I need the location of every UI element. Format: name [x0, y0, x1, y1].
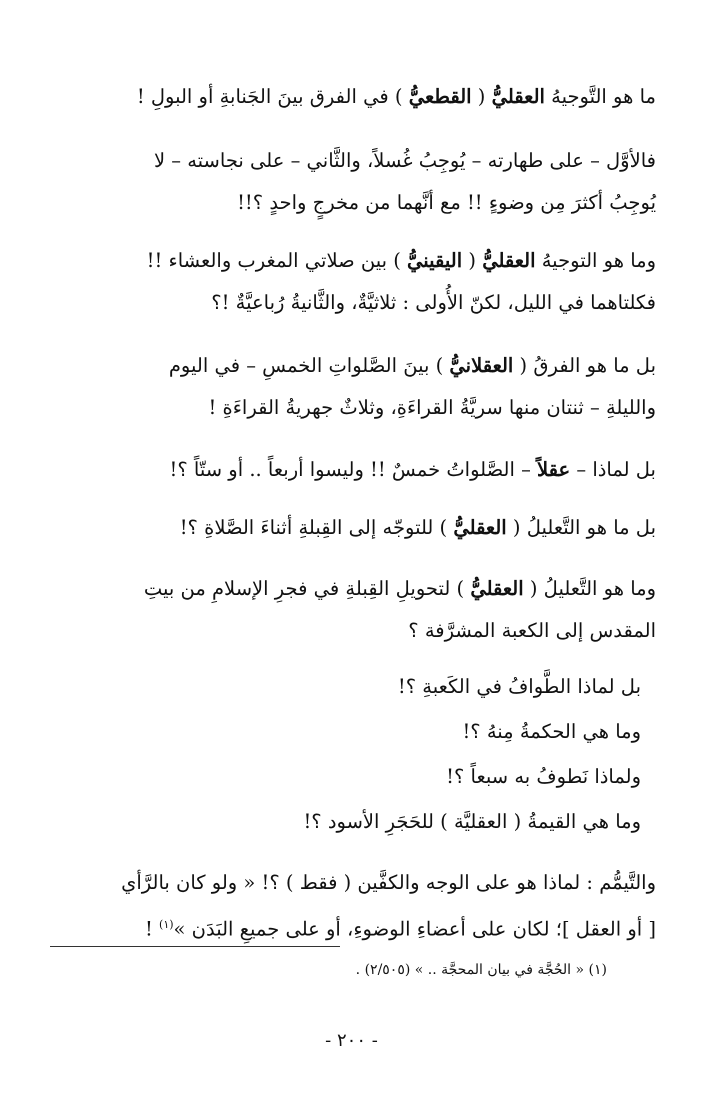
bold-term: اليقينيُّ [407, 249, 463, 272]
text-line: وما هو التَّعليلُ ( العقليُّ ) لتحويلِ القِبلةِ في فجرِ الإسلامِ من بيتِ [143, 577, 656, 600]
question-line: وما هي الحكمةُ مِنهُ ؟! [462, 720, 641, 743]
paragraph-5 [50, 449, 656, 491]
text-line [50, 904, 656, 951]
paragraph-1 [50, 76, 656, 118]
exclamation: ! [144, 917, 153, 941]
footnote-marker: (١) [159, 918, 174, 931]
text-line: يُوجِبُ أكثرَ مِن وضوءٍ !! مع أنَّهما من مخرجٍ واحدٍ ؟!! [237, 191, 656, 214]
text-line: والليلةِ – ثنتان منها سريَّةُ القراءَةِ، وثلاثٌ جهريةُ القراءَةِ ! [208, 396, 656, 419]
paragraph-7 [50, 568, 656, 652]
paragraph-final [50, 862, 656, 951]
bold-term: العقليُّ [470, 577, 524, 600]
footnote: (١) « الحُجَّة في بيان المحجَّة .. » (٢/٥٠٥) . [355, 962, 607, 978]
paragraph-6 [50, 507, 656, 549]
text-line: والتَّيمُّم : لماذا هو على الوجه والكفَّين ( فقط ) ؟! « ولو كان بالرَّأي [121, 871, 656, 894]
bold-term: العقليُّ [491, 85, 545, 108]
question-line: بل لماذا الطَّوافُ في الكَعبةِ ؟! [397, 675, 641, 698]
text-line: فكلتاهما في الليل، لكنّ الأُولى : ثلاثيَّةٌ، والثَّانيةُ رُباعيَّةٌ !؟ [211, 291, 656, 314]
question-line: وما هي القيمةُ ( العقليَّة ) للحَجَرِ الأسود ؟! [303, 810, 641, 833]
bold-term: القطعيُّ [408, 85, 472, 108]
text-line: بل لماذا – عقلاً – الصَّلواتُ خمسٌ !! وليسوا أربعاً .. أو ستّاً ؟! [169, 458, 656, 481]
text-line: فالأوَّل – على طهارته – يُوجِبُ غُسلاً، والثَّاني – على نجاسته – لا [153, 149, 656, 172]
page-number: - ٢٠٠ - [325, 1030, 378, 1051]
bold-term: عقلاً [537, 458, 571, 481]
text-line: بل ما هو الفرقُ ( العقلانيُّ ) بينَ الصَّلواتِ الخمسِ – في اليوم [168, 354, 656, 377]
text-line: المقدس إلى الكعبة المشرَّفة ؟ [408, 619, 656, 642]
bold-term: العقليُّ [453, 516, 507, 539]
paragraph-2 [50, 140, 656, 224]
paragraph-4 [50, 345, 656, 429]
bold-term: العقليُّ [482, 249, 536, 272]
text-line: ما هو التَّوجيهُ العقليُّ ( القطعيُّ ) في الفرق بينَ الجَنابةِ أو البولِ ! [136, 85, 656, 108]
bold-term: العقلانيُّ [449, 354, 514, 377]
text-segment: [ أو العقل ]؛ لكان على أعضاءِ الوضوءِ، أو على جميعِ البَدَن » [173, 917, 656, 941]
text-line: بل ما هو التَّعليلُ ( العقليُّ ) للتوجّه إلى القِبلةِ أثناءَ الصَّلاةِ ؟! [179, 516, 656, 539]
paragraph-3 [50, 240, 656, 324]
footnote-divider [50, 946, 340, 947]
text-line: وما هو التوجيهُ العقليُّ ( اليقينيُّ ) بين صلاتي المغرب والعشاء !! [146, 249, 656, 272]
question-line: ولماذا نَطوفُ به سبعاً ؟! [446, 765, 641, 788]
